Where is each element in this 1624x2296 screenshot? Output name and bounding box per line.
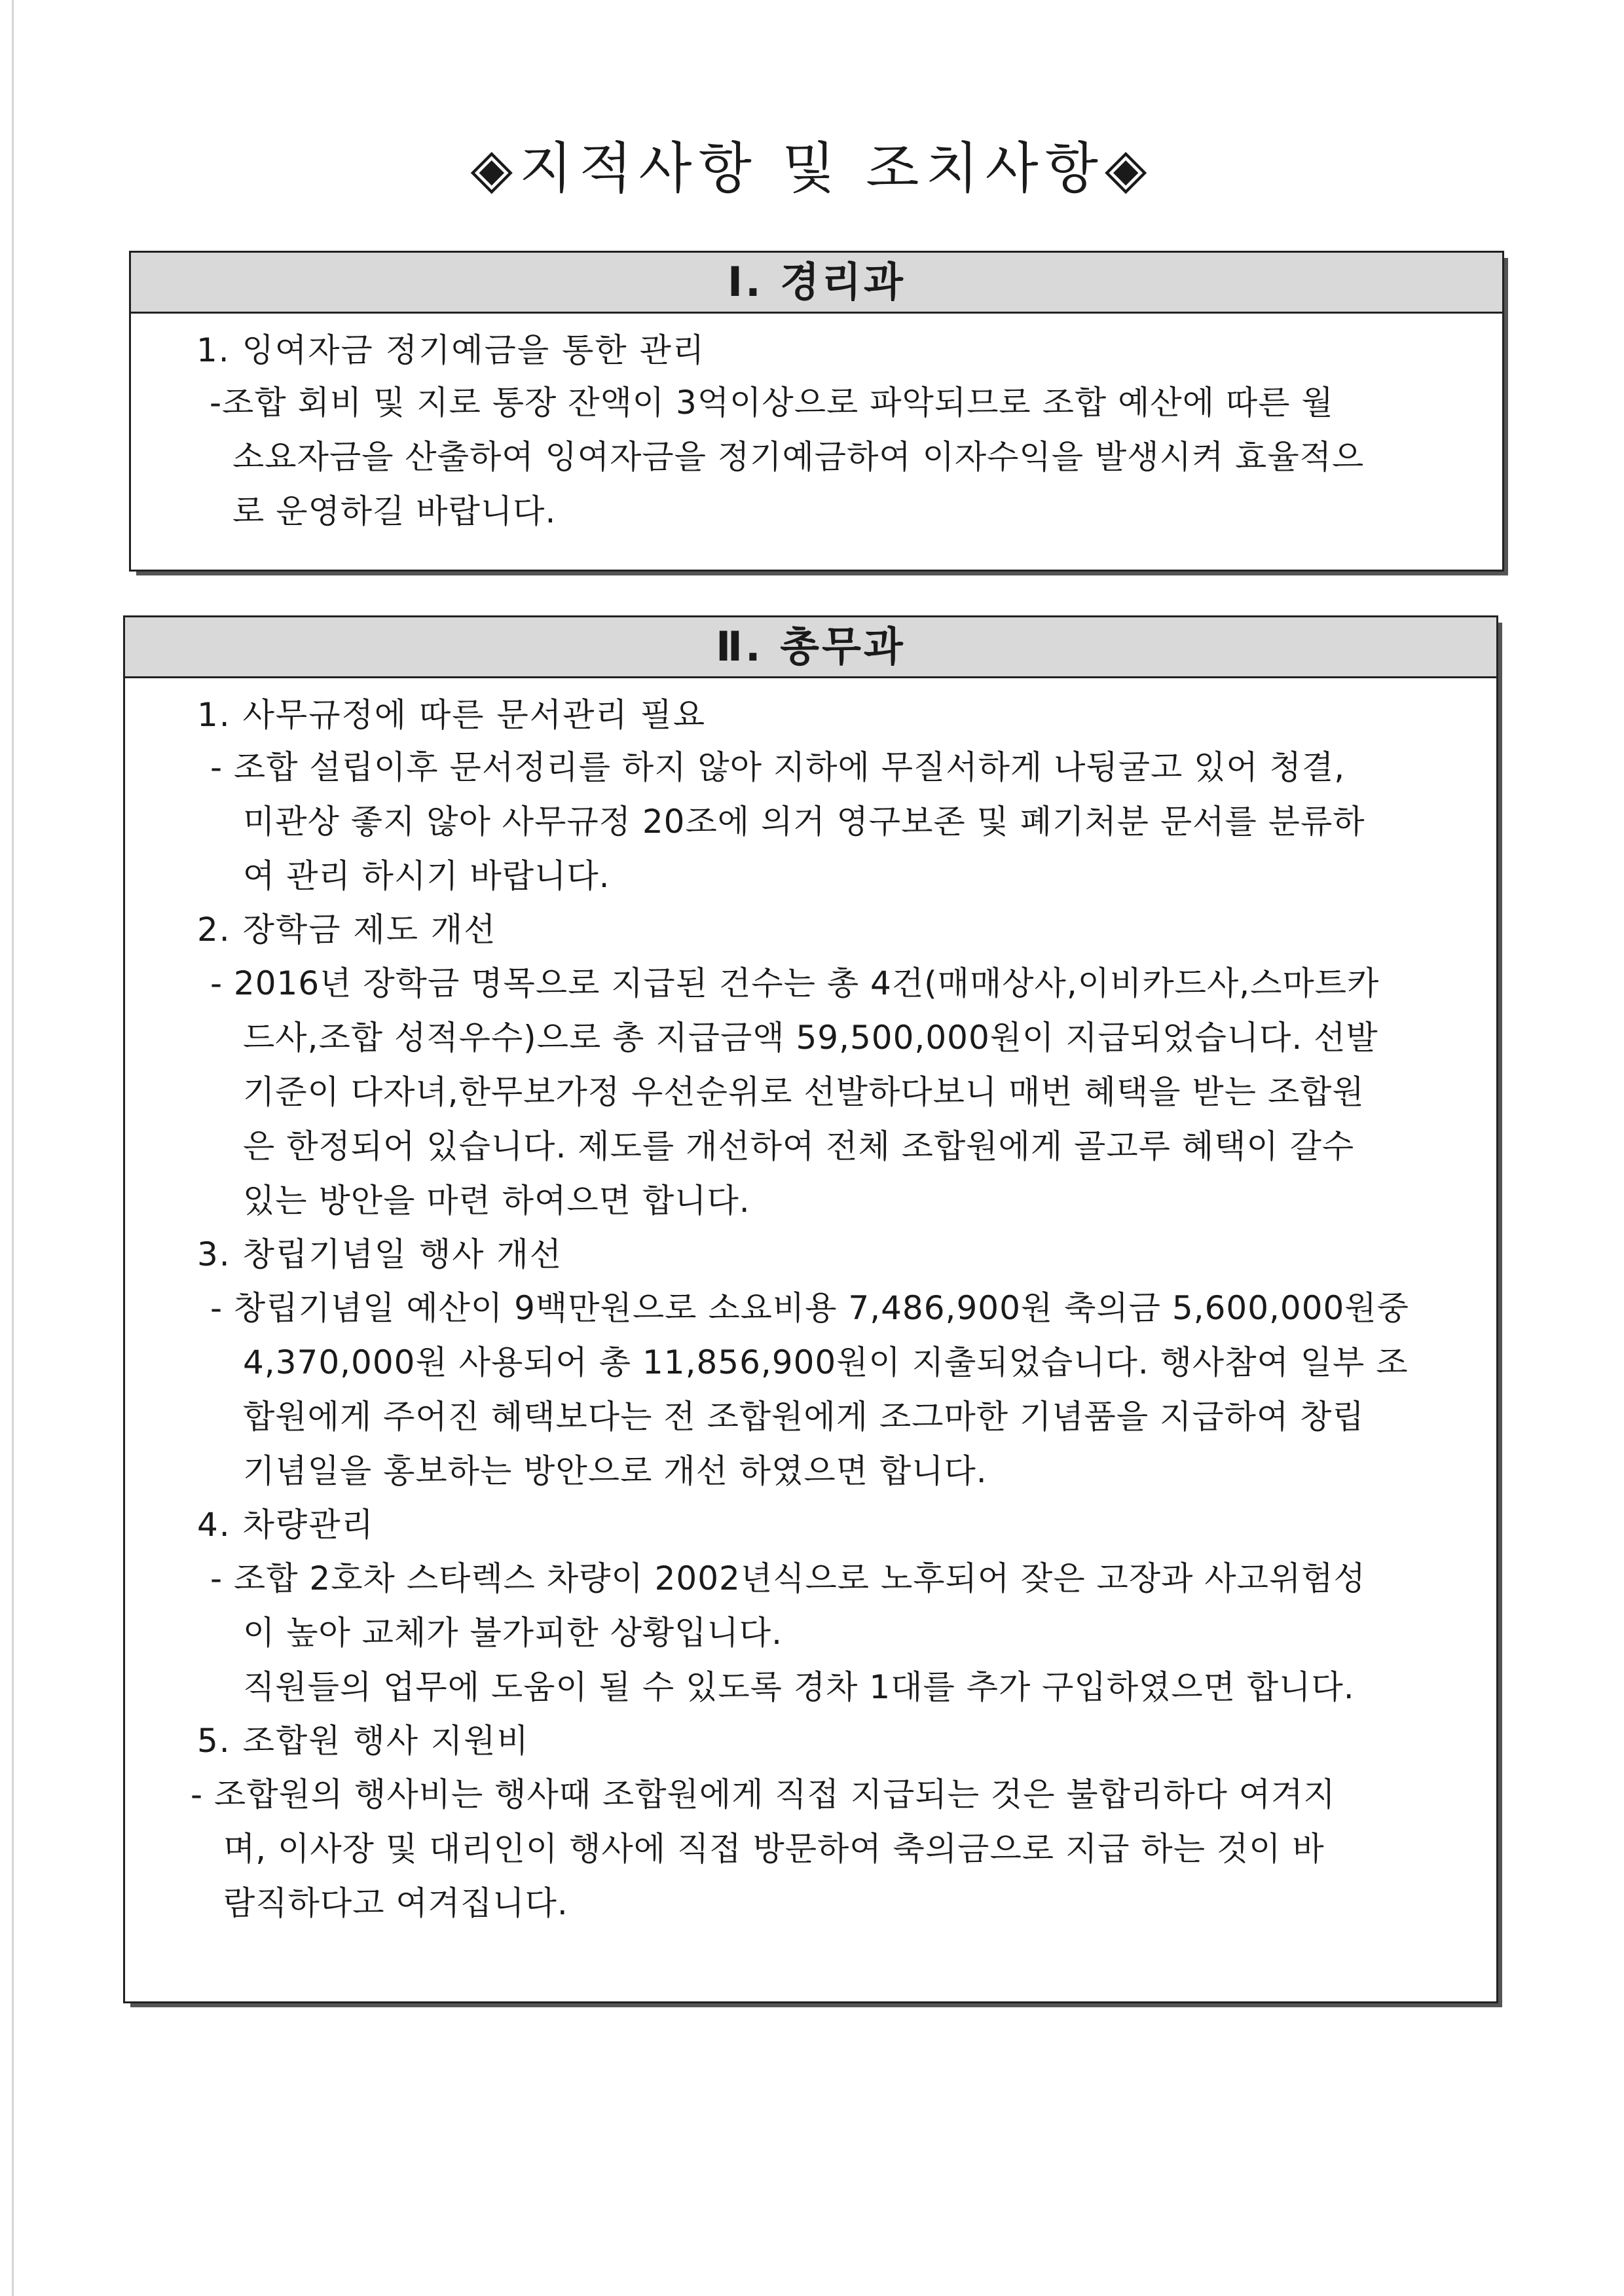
item-line: 있는 방안을 마련 하여으면 합니다. xyxy=(243,1182,750,1220)
item-heading: 4. 차량관리 xyxy=(197,1506,375,1544)
section-header: Ⅱ. 총무과 xyxy=(125,617,1496,678)
item-line: 람직하다고 여겨집니다. xyxy=(223,1884,568,1922)
item-line: 드사,조합 성적우수)으로 총 지급금액 59,500,000원이 지급되었습니다. 선발 xyxy=(243,1019,1378,1057)
item-heading: 1. 잉여자금 정기예금을 통한 관리 xyxy=(196,331,706,369)
item-line: 여 관리 하시기 바랍니다. xyxy=(243,857,610,895)
item-line: 은 한정되어 있습니다. 제도를 개선하여 전체 조합원에게 골고루 혜택이 갈수 xyxy=(243,1127,1355,1165)
section-accounting xyxy=(129,251,1504,572)
section-general-affairs xyxy=(123,615,1498,2003)
item-line: 기념일을 홍보하는 방안으로 개선 하였으면 합니다. xyxy=(243,1452,987,1490)
document-title: ◈지적사항 및 조치사항◈ xyxy=(470,136,1154,200)
item-line: - 2016년 장학금 명목으로 지급된 건수는 총 4건(매매상사,이비카드사,스마트카 xyxy=(210,964,1380,1002)
item-line: 합원에게 주어진 혜택보다는 전 조합원에게 조그마한 기념품을 지급하여 창립 xyxy=(243,1398,1365,1436)
item-line: 기준이 다자녀,한무보가정 우선순위로 선발하다보니 매번 혜택을 받는 조합원 xyxy=(243,1073,1365,1111)
item-heading: 5. 조합원 행사 지원비 xyxy=(197,1722,530,1760)
item-line: - 창립기념일 예산이 9백만원으로 소요비용 7,486,900원 축의금 5,600,000원중 xyxy=(210,1289,1409,1327)
item-heading: 2. 장학금 제도 개선 xyxy=(197,911,497,949)
item-line: 이 높아 교체가 불가피한 상황입니다. xyxy=(243,1614,783,1652)
item-heading: 1. 사무규정에 따른 문서관리 필요 xyxy=(197,696,707,734)
page-edge-line xyxy=(12,0,14,2296)
item-line: 미관상 좋지 않아 사무규정 20조에 의거 영구보존 및 폐기처분 문서를 분류하 xyxy=(243,803,1365,841)
item-heading: 3. 창립기념일 행사 개선 xyxy=(197,1235,563,1273)
item-line: 소요자금을 산출하여 잉여자금을 정기예금하여 이자수익을 발생시켜 효율적으 xyxy=(232,438,1365,476)
item-line: 며, 이사장 및 대리인이 행사에 직접 방문하여 축의금으로 지급 하는 것이 바 xyxy=(223,1830,1325,1868)
item-line: - 조합원의 행사비는 행사때 조합원에게 직접 지급되는 것은 불합리하다 여겨지 xyxy=(191,1776,1336,1813)
item-line: -조합 회비 및 지로 통장 잔액이 3억이상으로 파악되므로 조합 예산에 따른 월 xyxy=(210,384,1334,422)
item-line: 직원들의 업무에 도움이 될 수 있도록 경차 1대를 추가 구입하였으면 합니다. xyxy=(243,1668,1355,1706)
item-line: - 조합 2호차 스타렉스 차량이 2002년식으로 노후되어 잦은 고장과 사고위험성 xyxy=(210,1559,1366,1597)
section-header: Ⅰ. 경리과 xyxy=(131,253,1502,314)
item-line: 로 운영하길 바랍니다. xyxy=(232,492,557,530)
item-line: - 조합 설립이후 문서정리를 하지 않아 지하에 무질서하게 나뒹굴고 있어 청결, xyxy=(210,748,1346,786)
item-line: 4,370,000원 사용되어 총 11,856,900원이 지출되었습니다. 행사참여 일부 조 xyxy=(243,1343,1409,1381)
